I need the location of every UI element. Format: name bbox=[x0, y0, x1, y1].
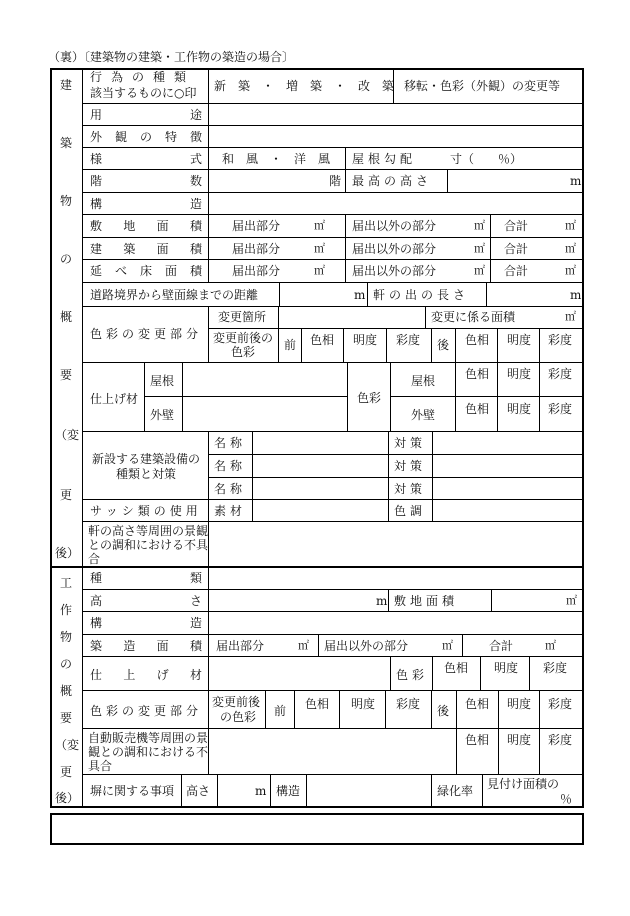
frame-bottom bbox=[50, 806, 583, 808]
act-type-label: 行為の種類 bbox=[90, 70, 196, 84]
change-location-label: 変更箇所 bbox=[218, 310, 267, 324]
structure-height-unit: m bbox=[376, 594, 388, 608]
sqm-unit: ㎡ bbox=[442, 639, 453, 652]
building-side-char: 物 bbox=[59, 194, 72, 208]
reported-part: 届出部分 bbox=[216, 639, 265, 653]
roof-slope-label: 屋根勾配 bbox=[352, 152, 417, 166]
sqm-unit: ㎡ bbox=[565, 264, 576, 277]
chroma-label: 彩度 bbox=[543, 661, 568, 675]
non-reported-part: 届出以外の部分 bbox=[324, 639, 409, 653]
structure-finish-label: 仕上げ材 bbox=[90, 668, 202, 682]
building-side-char: （変 bbox=[54, 428, 79, 442]
structure-side-char: の bbox=[59, 657, 72, 671]
use-label: 用途 bbox=[90, 108, 202, 122]
building-side-char: 建 bbox=[59, 78, 72, 92]
reported-part: 届出部分 bbox=[232, 219, 281, 233]
floor-area-label: 延べ床面積 bbox=[90, 264, 202, 278]
vending-machine-label: 観との調和における不 bbox=[88, 745, 209, 759]
structure-side-char: 更 bbox=[59, 765, 72, 779]
structure-side-char: 要 bbox=[59, 711, 72, 725]
structure-structure-label: 構造 bbox=[90, 616, 202, 630]
construction-area-label: 築造面積 bbox=[90, 639, 202, 653]
total-label: 合計 bbox=[489, 639, 514, 653]
name-label: 名称 bbox=[214, 482, 247, 496]
value-label: 明度 bbox=[507, 697, 532, 711]
sqm-unit: ㎡ bbox=[566, 594, 577, 607]
visible-area-label: 見付け面積の bbox=[487, 777, 560, 791]
structure-side-char: 概 bbox=[59, 684, 72, 698]
sash-label: サッシ類の使用 bbox=[90, 504, 202, 518]
fence-label: 塀に関する事項 bbox=[90, 784, 175, 798]
act-type-new-extend-rebuild: 新 築 ・ 増 築 ・ 改 築 bbox=[214, 79, 395, 93]
remarks-box[interactable] bbox=[52, 815, 581, 843]
hue-label: 色相 bbox=[465, 402, 490, 416]
value-label: 明度 bbox=[507, 367, 532, 381]
value-label: 明度 bbox=[353, 333, 378, 347]
frame-left bbox=[50, 68, 52, 808]
hue-label: 色相 bbox=[465, 367, 490, 381]
features-label: 外観の特徴 bbox=[90, 130, 202, 144]
structure-height-label: 高さ bbox=[90, 594, 202, 608]
exterior-wall-label: 外壁 bbox=[150, 408, 175, 422]
greening-rate-label: 緑化率 bbox=[437, 784, 474, 798]
site-area-label: 敷地面積 bbox=[90, 219, 202, 233]
visible-area-percent: ％ bbox=[560, 792, 573, 806]
building-side-char: 築 bbox=[59, 136, 72, 150]
countermeasure-label: 対策 bbox=[394, 459, 427, 473]
wall-color-label: 外壁 bbox=[411, 408, 436, 422]
value-label: 明度 bbox=[494, 661, 519, 675]
sqm-unit: ㎡ bbox=[565, 310, 576, 323]
sqm-unit: ㎡ bbox=[474, 264, 485, 277]
side-label-divider bbox=[82, 68, 83, 808]
sqm-unit: ㎡ bbox=[314, 264, 325, 277]
sqm-unit: ㎡ bbox=[314, 242, 325, 255]
sqm-unit: ㎡ bbox=[565, 219, 576, 232]
name-label: 名称 bbox=[214, 436, 247, 450]
harmony-label: 軒の高さ等周囲の景観 bbox=[88, 524, 209, 538]
before-label: 前 bbox=[274, 704, 287, 718]
color-label: 色彩 bbox=[357, 391, 382, 405]
non-reported-part: 届出以外の部分 bbox=[352, 242, 437, 256]
value-label: 明度 bbox=[507, 333, 532, 347]
structure-side-char: 物 bbox=[59, 630, 72, 644]
hue-label: 色相 bbox=[465, 333, 490, 347]
max-height-unit: m bbox=[570, 174, 582, 188]
sqm-unit: ㎡ bbox=[298, 639, 309, 652]
chroma-label: 彩度 bbox=[548, 367, 573, 381]
sqm-unit: ㎡ bbox=[565, 242, 576, 255]
change-area-label: 変更に係る面積 bbox=[431, 310, 516, 324]
chroma-label: 彩度 bbox=[548, 402, 573, 416]
countermeasure-label: 対策 bbox=[394, 436, 427, 450]
act-type-relocation-color: 移転・色彩（外観）の変更等 bbox=[404, 79, 561, 93]
total-label: 合計 bbox=[504, 219, 529, 233]
roof-slope-value: 寸（ ％） bbox=[450, 152, 523, 166]
building-side-char: 更 bbox=[59, 488, 72, 502]
sqm-unit: ㎡ bbox=[545, 639, 556, 652]
total-label: 合計 bbox=[504, 264, 529, 278]
sqm-unit: ㎡ bbox=[474, 219, 485, 232]
form-header: （裏）〔建築物の建築・工作物の築造の場合〕 bbox=[48, 50, 295, 64]
frame-right bbox=[582, 68, 584, 808]
color-before-after-label: の色彩 bbox=[220, 710, 257, 724]
after-label: 後 bbox=[437, 704, 450, 718]
chroma-label: 彩度 bbox=[396, 333, 421, 347]
harmony-label: との調和における不具 bbox=[88, 538, 209, 552]
name-label: 名称 bbox=[214, 459, 247, 473]
building-side-char: 後） bbox=[54, 546, 79, 560]
eave-label: 軒の出の長さ bbox=[373, 288, 470, 302]
max-height-label: 最高の高さ bbox=[352, 174, 433, 188]
harmony-label: 合 bbox=[88, 552, 101, 566]
floors-unit: 階 bbox=[329, 174, 342, 188]
non-reported-part: 届出以外の部分 bbox=[352, 219, 437, 233]
value-label: 明度 bbox=[351, 697, 376, 711]
hue-label: 色相 bbox=[310, 333, 335, 347]
eave-unit: m bbox=[570, 288, 582, 302]
total-label: 合計 bbox=[504, 242, 529, 256]
section-divider bbox=[50, 566, 583, 568]
value-label: 明度 bbox=[507, 402, 532, 416]
material-label: 素材 bbox=[214, 504, 247, 518]
chroma-label: 彩度 bbox=[548, 733, 573, 747]
structure-color-label: 色彩 bbox=[396, 668, 429, 682]
roof-label: 屋根 bbox=[150, 374, 175, 388]
structure-type-label: 種類 bbox=[90, 571, 202, 585]
sqm-unit: ㎡ bbox=[474, 242, 485, 255]
setback-unit: m bbox=[354, 288, 366, 302]
sqm-unit: ㎡ bbox=[314, 219, 325, 232]
fence-height-unit: m bbox=[255, 784, 267, 798]
act-type-instruction: 該当するものに○印 bbox=[90, 86, 197, 100]
chroma-label: 彩度 bbox=[396, 697, 421, 711]
non-reported-part: 届出以外の部分 bbox=[352, 264, 437, 278]
color-tone-label: 色調 bbox=[394, 504, 427, 518]
building-side-char: 概 bbox=[59, 310, 72, 324]
structure-label: 構造 bbox=[90, 197, 202, 211]
color-before-after-label: 変更前後 bbox=[212, 695, 261, 709]
reported-part: 届出部分 bbox=[232, 242, 281, 256]
finish-material-label: 仕上げ材 bbox=[90, 392, 139, 406]
style-value: 和 風 ・ 洋 風 bbox=[222, 152, 331, 166]
equipment-label: 新設する建築設備の bbox=[91, 452, 200, 466]
setback-label: 道路境界から壁面線までの距離 bbox=[90, 288, 259, 302]
structure-side-char: 工 bbox=[59, 576, 72, 590]
equipment-label: 種類と対策 bbox=[115, 467, 176, 481]
structure-side-char: （変 bbox=[54, 738, 79, 752]
hue-label: 色相 bbox=[465, 697, 490, 711]
reported-part: 届出部分 bbox=[232, 264, 281, 278]
hue-label: 色相 bbox=[305, 697, 330, 711]
chroma-label: 彩度 bbox=[548, 697, 573, 711]
building-area-label: 建築面積 bbox=[90, 242, 202, 256]
structure-color-change-label: 色彩の変更部分 bbox=[90, 704, 203, 718]
color-change-label: 色彩の変更部分 bbox=[90, 327, 203, 341]
countermeasure-label: 対策 bbox=[394, 482, 427, 496]
roof-color-label: 屋根 bbox=[411, 374, 436, 388]
structure-side-char: 後） bbox=[54, 791, 79, 805]
building-side-char: の bbox=[59, 252, 72, 266]
before-label: 前 bbox=[284, 338, 297, 352]
style-label: 様式 bbox=[90, 152, 202, 166]
value-label: 明度 bbox=[507, 733, 532, 747]
floors-label: 階数 bbox=[90, 174, 202, 188]
building-side-char: 要 bbox=[59, 368, 72, 382]
color-before-after-label: 変更前後の色彩 bbox=[212, 331, 273, 359]
vending-machine-label: 具合 bbox=[88, 759, 113, 773]
hue-label: 色相 bbox=[465, 733, 490, 747]
hue-label: 色相 bbox=[444, 661, 469, 675]
vending-machine-label: 自動販売機等周囲の景 bbox=[88, 731, 209, 745]
structure-side-char: 作 bbox=[59, 603, 72, 617]
fence-height-label: 高さ bbox=[186, 784, 211, 798]
structure-site-area-label: 敷地面積 bbox=[394, 594, 459, 608]
fence-structure-label: 構造 bbox=[276, 784, 301, 798]
chroma-label: 彩度 bbox=[548, 333, 573, 347]
after-label: 後 bbox=[437, 338, 450, 352]
